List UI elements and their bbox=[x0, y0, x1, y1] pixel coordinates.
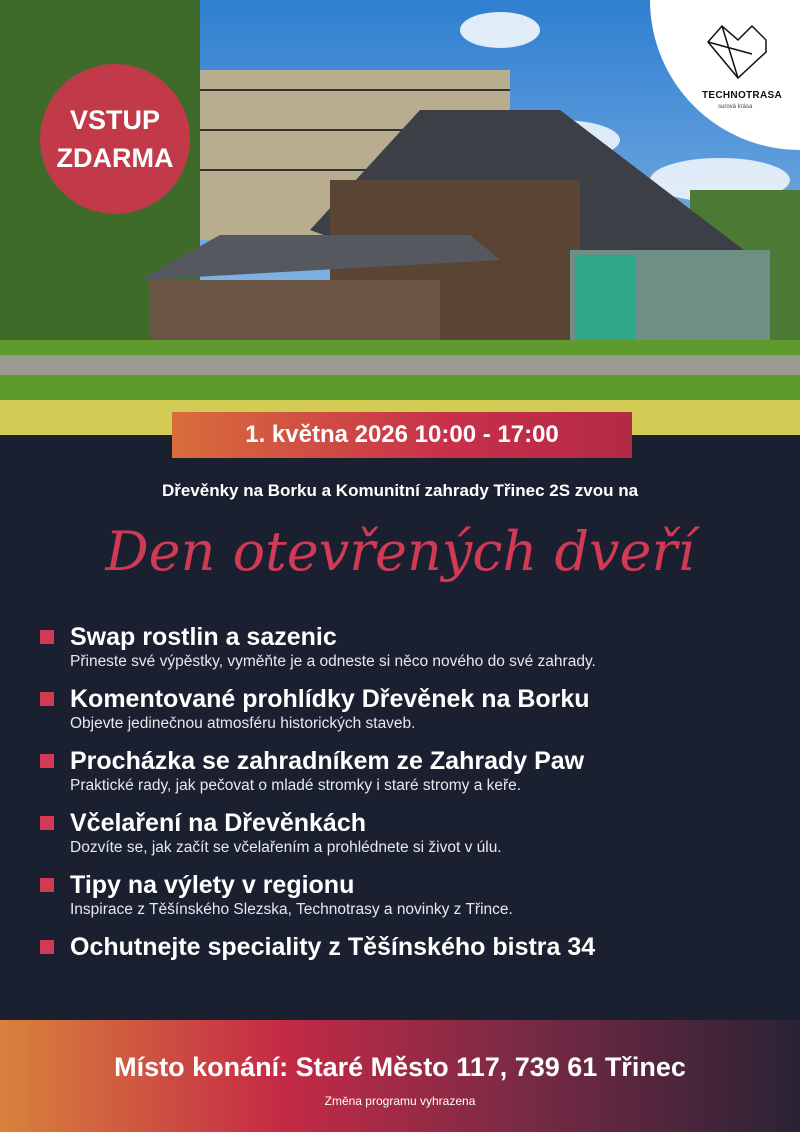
free-entry-badge bbox=[40, 64, 190, 214]
program-item bbox=[40, 808, 780, 858]
heart-logo-icon bbox=[706, 24, 768, 80]
program-item-title: Ochutnejte speciality z Těšínského bistra 34 bbox=[70, 933, 596, 961]
program-item-description: Přineste své výpěstky, vyměňte je a odneste si něco nového do své zahrady. bbox=[70, 653, 596, 670]
bullet-square-icon bbox=[40, 754, 54, 768]
logo-name: TECHNOTRASA bbox=[702, 90, 782, 101]
program-item-title: Tipy na výlety v regionu bbox=[70, 871, 355, 899]
program-item bbox=[40, 622, 780, 672]
badge-line1: VSTUP bbox=[69, 105, 161, 135]
event-title: Den otevřených dveří bbox=[105, 520, 695, 583]
program-item bbox=[40, 746, 780, 796]
invitation-text: Dřevěnky na Borku a Komunitní zahrady Třinec 2S zvou na bbox=[161, 481, 639, 500]
logo-tagline: surová krása bbox=[718, 104, 753, 110]
bullet-square-icon bbox=[40, 692, 54, 706]
bullet-square-icon bbox=[40, 816, 54, 830]
program-item-title: Komentované prohlídky Dřevěnek na Borku bbox=[70, 685, 590, 713]
program-change-note: Změna programu vyhrazena bbox=[324, 1094, 476, 1108]
program-item-description: Dozvíte se, jak začít se včelařením a prohlédnete si život v úlu. bbox=[70, 839, 502, 856]
program-item-title: Procházka se zahradníkem ze Zahrady Paw bbox=[70, 747, 585, 775]
badge-line2: ZDARMA bbox=[56, 143, 174, 173]
program-list bbox=[40, 622, 780, 974]
footer bbox=[0, 1020, 800, 1132]
program-item-title: Swap rostlin a sazenic bbox=[70, 623, 337, 651]
event-date: 1. května 2026 10:00 - 17:00 bbox=[172, 412, 632, 458]
bullet-square-icon bbox=[40, 940, 54, 954]
program-item-description: Objevte jedinečnou atmosféru historických staveb. bbox=[70, 715, 416, 732]
program-item bbox=[40, 684, 780, 734]
program-item bbox=[40, 870, 780, 920]
program-item bbox=[40, 932, 780, 962]
bullet-square-icon bbox=[40, 630, 54, 644]
venue-address: Místo konání: Staré Město 117, 739 61 Třinec bbox=[114, 1052, 686, 1082]
bullet-square-icon bbox=[40, 878, 54, 892]
program-item-description: Praktické rady, jak pečovat o mladé stromky i staré stromy a keře. bbox=[70, 777, 522, 794]
program-item-title: Včelaření na Dřevěnkách bbox=[70, 809, 366, 837]
program-item-description: Inspirace z Těšínského Slezska, Technotrasy a novinky z Třince. bbox=[70, 901, 513, 918]
